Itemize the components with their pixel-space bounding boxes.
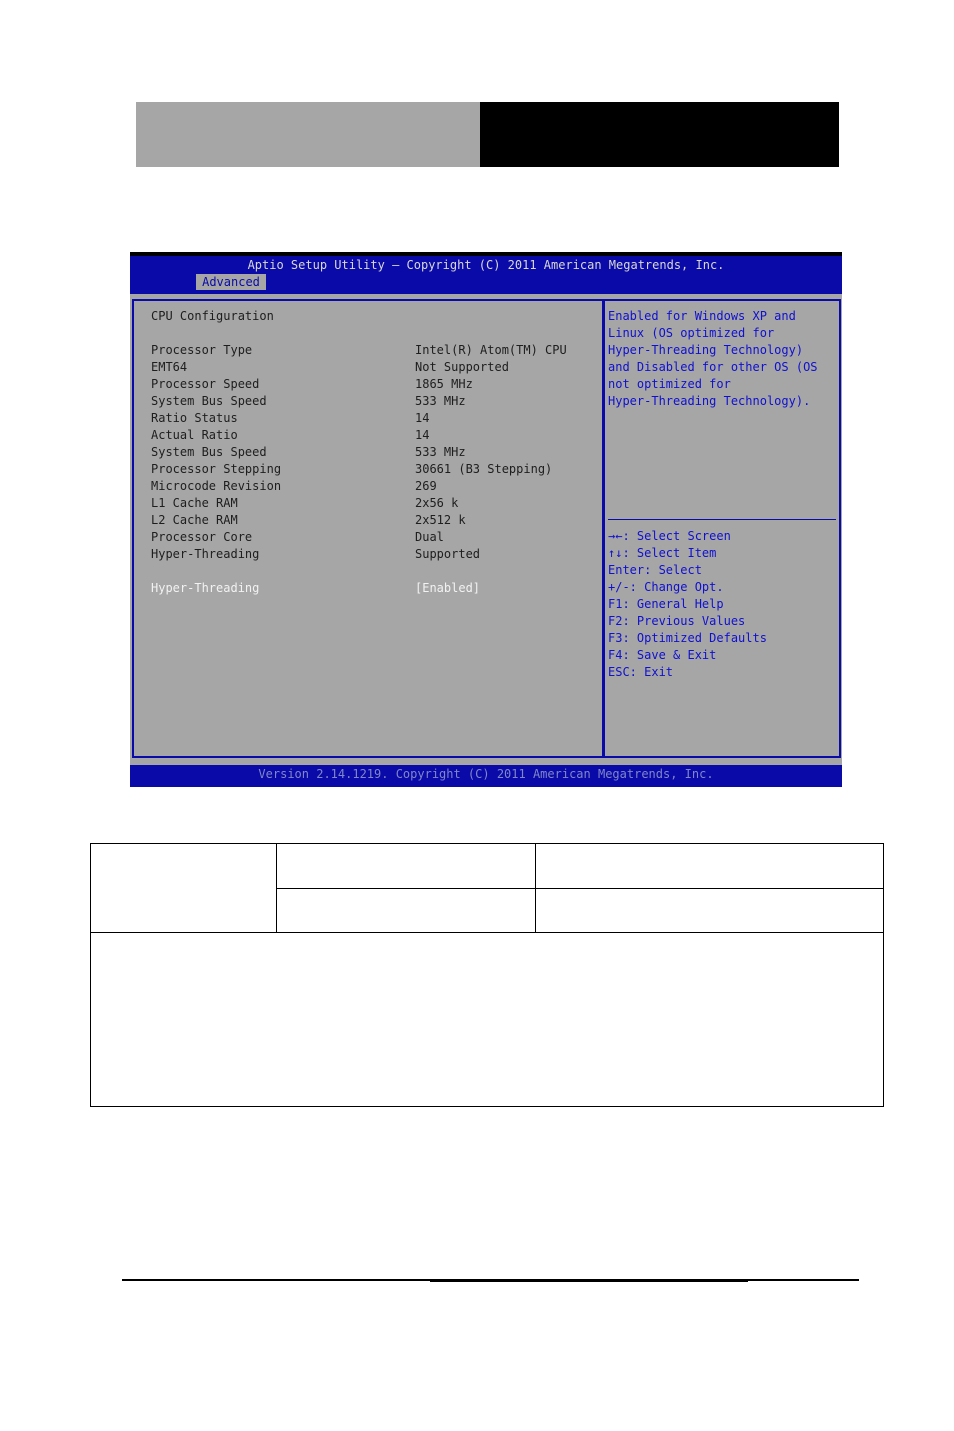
help-divider — [608, 519, 836, 520]
table-divider — [276, 888, 884, 889]
key-hint: →←: Select Screen — [608, 529, 731, 543]
bios-version: Version 2.14.1219. Copyright (C) 2011 American Megatrends, Inc. — [258, 767, 714, 781]
row-label: System Bus Speed — [151, 394, 267, 408]
help-line: not optimized for — [608, 377, 731, 391]
row-label: Processor Stepping — [151, 462, 282, 476]
row-label: L1 Cache RAM — [151, 496, 238, 510]
row-value: Supported — [415, 547, 481, 561]
row-value: 533 MHz — [415, 445, 466, 459]
row-label: Microcode Revision — [151, 479, 282, 493]
help-line: Linux (OS optimized for — [608, 326, 775, 340]
key-hint: F2: Previous Values — [608, 614, 746, 628]
help-line: Hyper-Threading Technology). — [608, 394, 811, 408]
row-label: Processor Type — [151, 343, 253, 357]
row-value: 14 — [415, 411, 430, 425]
key-hint: F1: General Help — [608, 597, 724, 611]
row-value: 30661 (B3 Stepping) — [415, 462, 553, 476]
row-label: Actual Ratio — [151, 428, 238, 442]
key-hint: Enter: Select — [608, 563, 702, 577]
row-value: 2x56 k — [415, 496, 459, 510]
row-label: Ratio Status — [151, 411, 238, 425]
section-title: CPU Configuration — [151, 309, 274, 323]
tab-advanced[interactable]: Advanced — [196, 274, 266, 290]
row-value: Intel(R) Atom(TM) CPU — [415, 343, 567, 357]
row-label: Processor Core — [151, 530, 253, 544]
row-value: 533 MHz — [415, 394, 466, 408]
row-value: 1865 MHz — [415, 377, 473, 391]
hyper-threading-option[interactable]: Hyper-Threading — [151, 581, 260, 595]
help-line: Enabled for Windows XP and — [608, 309, 796, 323]
key-hint: F3: Optimized Defaults — [608, 631, 767, 645]
key-hint: ESC: Exit — [608, 665, 674, 679]
row-value: 2x512 k — [415, 513, 466, 527]
key-hint: ↑↓: Select Item — [608, 546, 717, 560]
key-legend — [608, 528, 767, 681]
row-label: L2 Cache RAM — [151, 513, 238, 527]
header-gray-band — [136, 102, 480, 167]
help-line: Hyper-Threading Technology) — [608, 343, 804, 357]
row-value: Dual — [415, 530, 444, 544]
hyper-threading-value[interactable]: [Enabled] — [415, 581, 481, 595]
footer-rule-accent — [430, 1279, 748, 1282]
help-line: and Disabled for other OS (OS — [608, 360, 818, 374]
table-divider — [91, 932, 884, 933]
row-label: Hyper-Threading — [151, 547, 260, 561]
row-label: EMT64 — [151, 360, 188, 374]
help-text — [608, 308, 838, 410]
row-label: Processor Speed — [151, 377, 260, 391]
bios-title: Aptio Setup Utility – Copyright (C) 2011 American Megatrends, Inc. — [247, 258, 725, 272]
key-hint: F4: Save & Exit — [608, 648, 717, 662]
row-value: 269 — [415, 479, 437, 493]
row-value: 14 — [415, 428, 430, 442]
row-value: Not Supported — [415, 360, 509, 374]
key-hint: +/-: Change Opt. — [608, 580, 724, 594]
header-black-band — [480, 102, 839, 167]
row-label: System Bus Speed — [151, 445, 267, 459]
option-table — [90, 843, 884, 1107]
bios-screenshot — [130, 252, 842, 787]
